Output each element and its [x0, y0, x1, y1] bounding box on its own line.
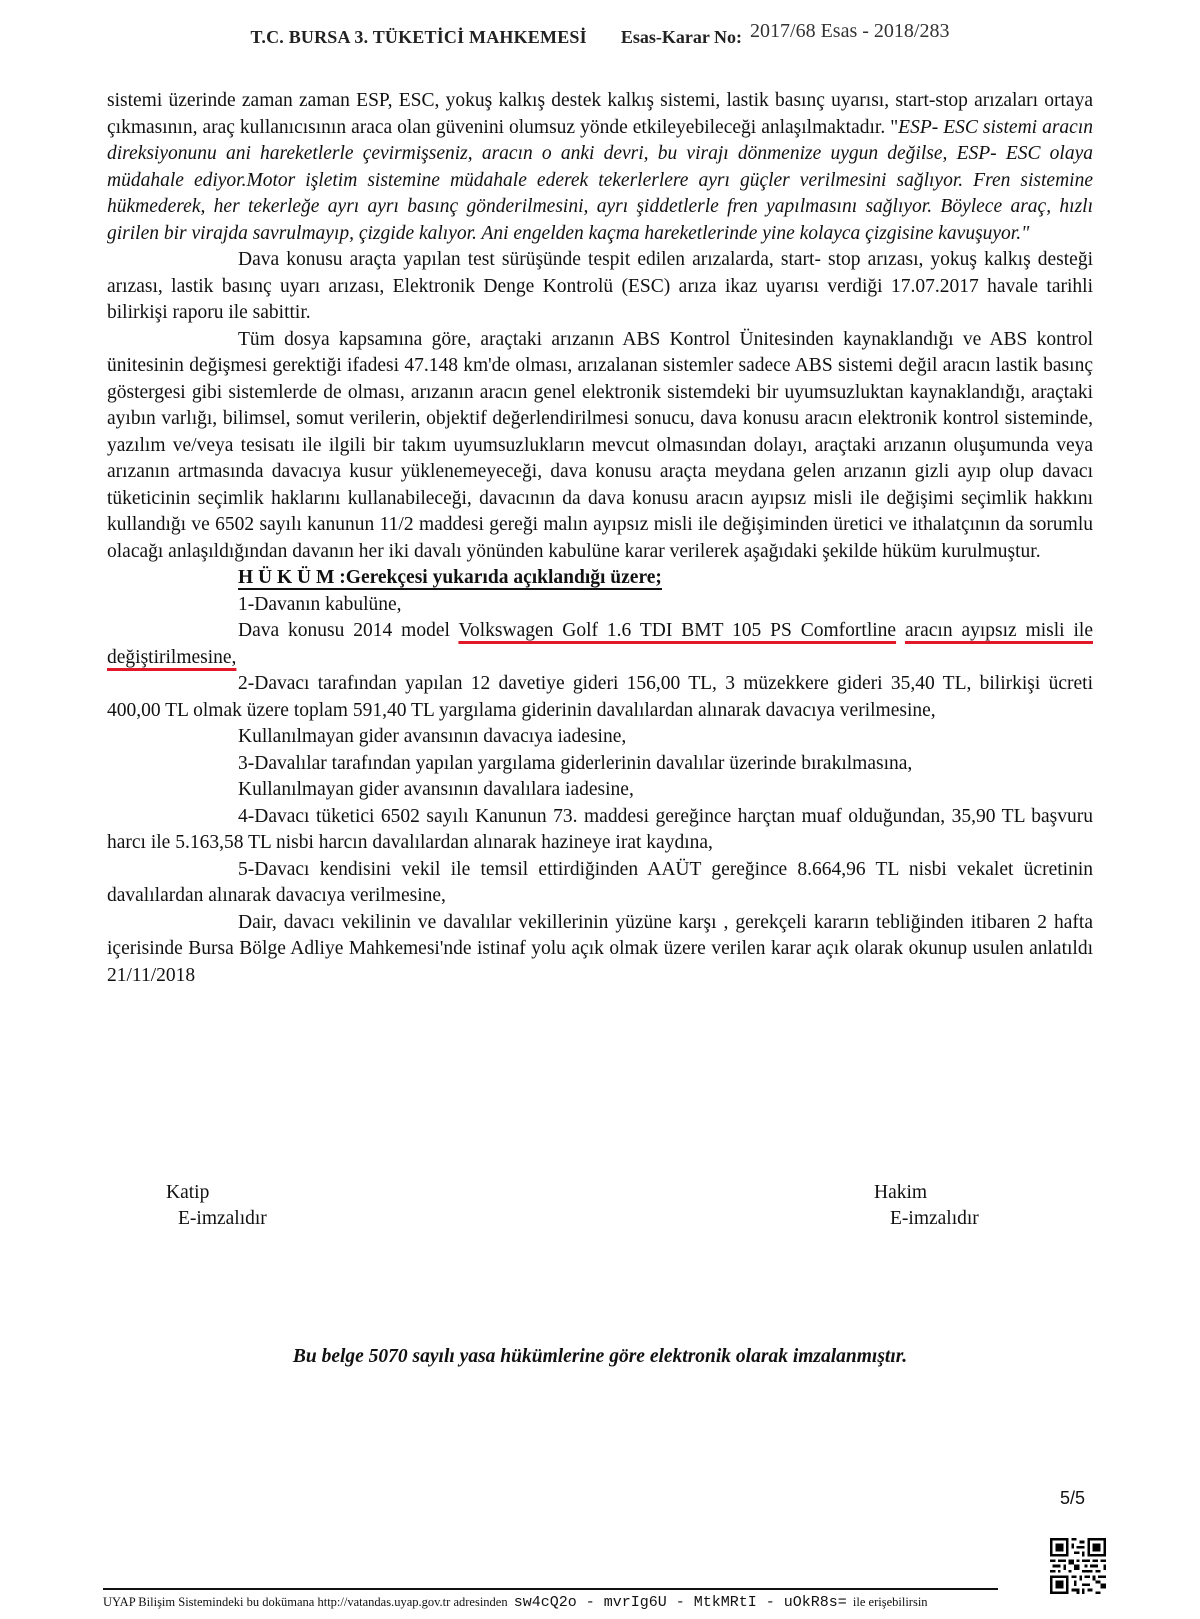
closing-paragraph: Dair, davacı vekilinin ve davalılar vekillerinin yüzüne karşı , gerekçeli kararın tebliğinden itibaren 2 hafta içerisinde Bursa Bölge Adliye Mahkemesi'nde istinaf yolu açık olmak üzere verilen karar açık olarak okunup usulen anlatıldı 21/11/2018 — [107, 911, 1093, 986]
qr-code-icon[interactable] — [1050, 1538, 1106, 1594]
document-body — [107, 88, 1093, 989]
verdict-item-5: 5-Davacı kendisini vekil ile temsil ettirdiğinden AAÜT gereğince 8.664,96 TL nisbi vekalet ücretinin davalılardan alınarak davacıya verilmesine, — [107, 858, 1093, 906]
qr-code-graphic — [1050, 1538, 1106, 1594]
electronic-signature-note: Bu belge 5070 sayılı yasa hükümlerine göre elektronik olarak imzalanmıştır. — [292, 1346, 908, 1367]
signature-title: Hakim — [874, 1182, 928, 1203]
verdict-item-4: 4-Davacı tüketici 6502 sayılı Kanunun 73. maddesi gereğince harçtan muaf olduğundan, 35,90 TL başvuru harcı ile 5.163,58 TL nisbi harcın davalılardan alınarak hazineye irat kaydına, — [107, 805, 1093, 853]
paragraph-esp-esc — [107, 88, 1093, 247]
verdict-heading — [107, 565, 1093, 592]
document-header — [0, 20, 1200, 49]
vehicle-model-highlight: Volkswagen Golf 1.6 TDI BMT 105 PS Comfortline — [458, 620, 897, 641]
case-number-label: Esas-Karar No: — [620, 27, 743, 47]
verdict-item-3-refund: Kullanılmayan gider avansının davalılara iadesine, — [238, 779, 634, 800]
signature-judge — [874, 1180, 979, 1232]
page-number: 5/5 — [1060, 1488, 1086, 1508]
footer-verification — [103, 1594, 928, 1611]
quoted-italic-text: ESP- ESC sistemi aracın direksiyonunu ani hareketlerle çevirmişseniz, aracın o anki devri, bu virajı dönmenize uygun değilse, ESP- ESC olaya müdahale ediyor.Motor işletim sistemine müdahale ederek tekerlerlere ayrı güçler verilmesini sağlıyor. Fren sistemine hükmederek, her tekerleğe ayrı ayrı basınç gönderilmesini, ayrı şiddetlerle fren yapılmasını sağlıyor. Böylece araç, hızlı girilen bir virajda savrulmayıp, çizgide kalıyor. Ani engelden kaçma hareketlerinde yine kolayca çizgisine kavuşuyor." — [107, 116, 1093, 244]
paragraph-text: sistemi üzerinde zaman zaman ESP, ESC, yokuş kalkış destek kalkış sistemi, lastik basınç uyarısı, start-stop arızaları ortaya çıkmasının, araç kullanıcısının araca olan güvenini olumsuz yönde etkileyebileceği anlaşılmaktadır. " — [107, 90, 1093, 138]
paragraph-reasoning: Tüm dosya kapsamına göre, araçtaki arızanın ABS Kontrol Ünitesinden kaynaklandığı ve ABS kontrol ünitesinin değişmesi gerektiği ifadesi 47.148 km'de olması, arızalanan sistemler sadece ABS sistemi değil aracın lastik basınç göstergesi gibi sistemlerde de olması, arızanın aracın genel elektronik sistemdeki bir uyumsuzluktan kaynaklandığı, araçtaki ayıbın varlığı, bilimsel, somut verilerin, objektif değerlendirilmesi sonucu, dava konusu aracın elektronik kontrol sisteminde, yazılım ve/veya tesisatı ile ilgili bir takım uyumsuzlukların mevcut olmasından dolayı, araçtaki arızanın oluşumunda veya arızanın artmasında davacıya kusur yüklenemeyeceği, dava konusu araçta meydana gelen arızanın gizli ayıp olup davacı tüketicinin seçimlik haklarını kullanabileceği, davacının da dava konusu aracın ayıpsız misli ile değişimi seçimlik hakkını kullandığı ve 6502 sayılı kanunun 11/2 maddesi gereği malın ayıpsız misli ile değişiminden üretici ve ithalatçının da sorumlu olacağı anlaşıldığından davanın her iki davalı yönünden kabulüne karar verilerek aşağıdaki şekilde hüküm kurulmuştur. — [107, 328, 1093, 562]
footer-suffix: ile erişebilirsin — [852, 1595, 928, 1609]
signature-status: E-imzalıdır — [890, 1208, 979, 1229]
signature-title: Katip — [166, 1182, 210, 1203]
verdict-item-2: 2-Davacı tarafından yapılan 12 davetiye gideri 156,00 TL, 3 müzekkere gideri 35,40 TL, bilirkişi ücreti 400,00 TL olmak üzere toplam 591,40 TL yargılama giderinin davalılardan alınarak davacıya verilmesine, — [107, 673, 1093, 721]
case-number-value: 2017/68 Esas - 2018/283 — [750, 20, 950, 42]
replacement-highlight: aracın ayıpsız misli ile değiştirilmesine, — [107, 620, 1093, 668]
verdict-item-1: 1-Davanın kabulüne, — [238, 593, 402, 615]
verdict-heading-text: H Ü K Ü M :Gerekçesi yukarıda açıklandığı üzere; — [238, 567, 662, 588]
verdict-item-1-detail — [107, 618, 1093, 671]
signature-clerk — [166, 1180, 267, 1232]
item-prefix: Dava konusu 2014 model — [238, 620, 459, 641]
court-name: T.C. BURSA 3. TÜKETİCİ MAHKEMESİ — [250, 27, 587, 47]
verdict-item-3: 3-Davalılar tarafından yapılan yargılama giderlerinin davalılar üzerinde bırakılmasına, — [238, 752, 913, 774]
verification-code[interactable]: sw4cQ2o - mvrIg6U - MtkMRtI - uOkR8s= — [513, 1594, 847, 1611]
footer-prefix: UYAP Bilişim Sistemindeki bu dokümana http://vatandas.uyap.gov.tr adresinden — [103, 1595, 508, 1609]
signature-status: E-imzalıdır — [178, 1208, 267, 1229]
footer-divider — [103, 1588, 998, 1590]
paragraph-test-drive: Dava konusu araçta yapılan test sürüşünde tespit edilen arızalarda, start- stop arızası, yokuş kalkış desteği arızası, lastik basınç uyarı arızası, Elektronik Denge Kontrolü (ESC) arıza ikaz uyarısı verdiği 17.07.2017 havale tarihli bilirkişi raporu ile sabittir. — [107, 249, 1093, 323]
verdict-item-2-refund: Kullanılmayan gider avansının davacıya iadesine, — [238, 726, 627, 747]
